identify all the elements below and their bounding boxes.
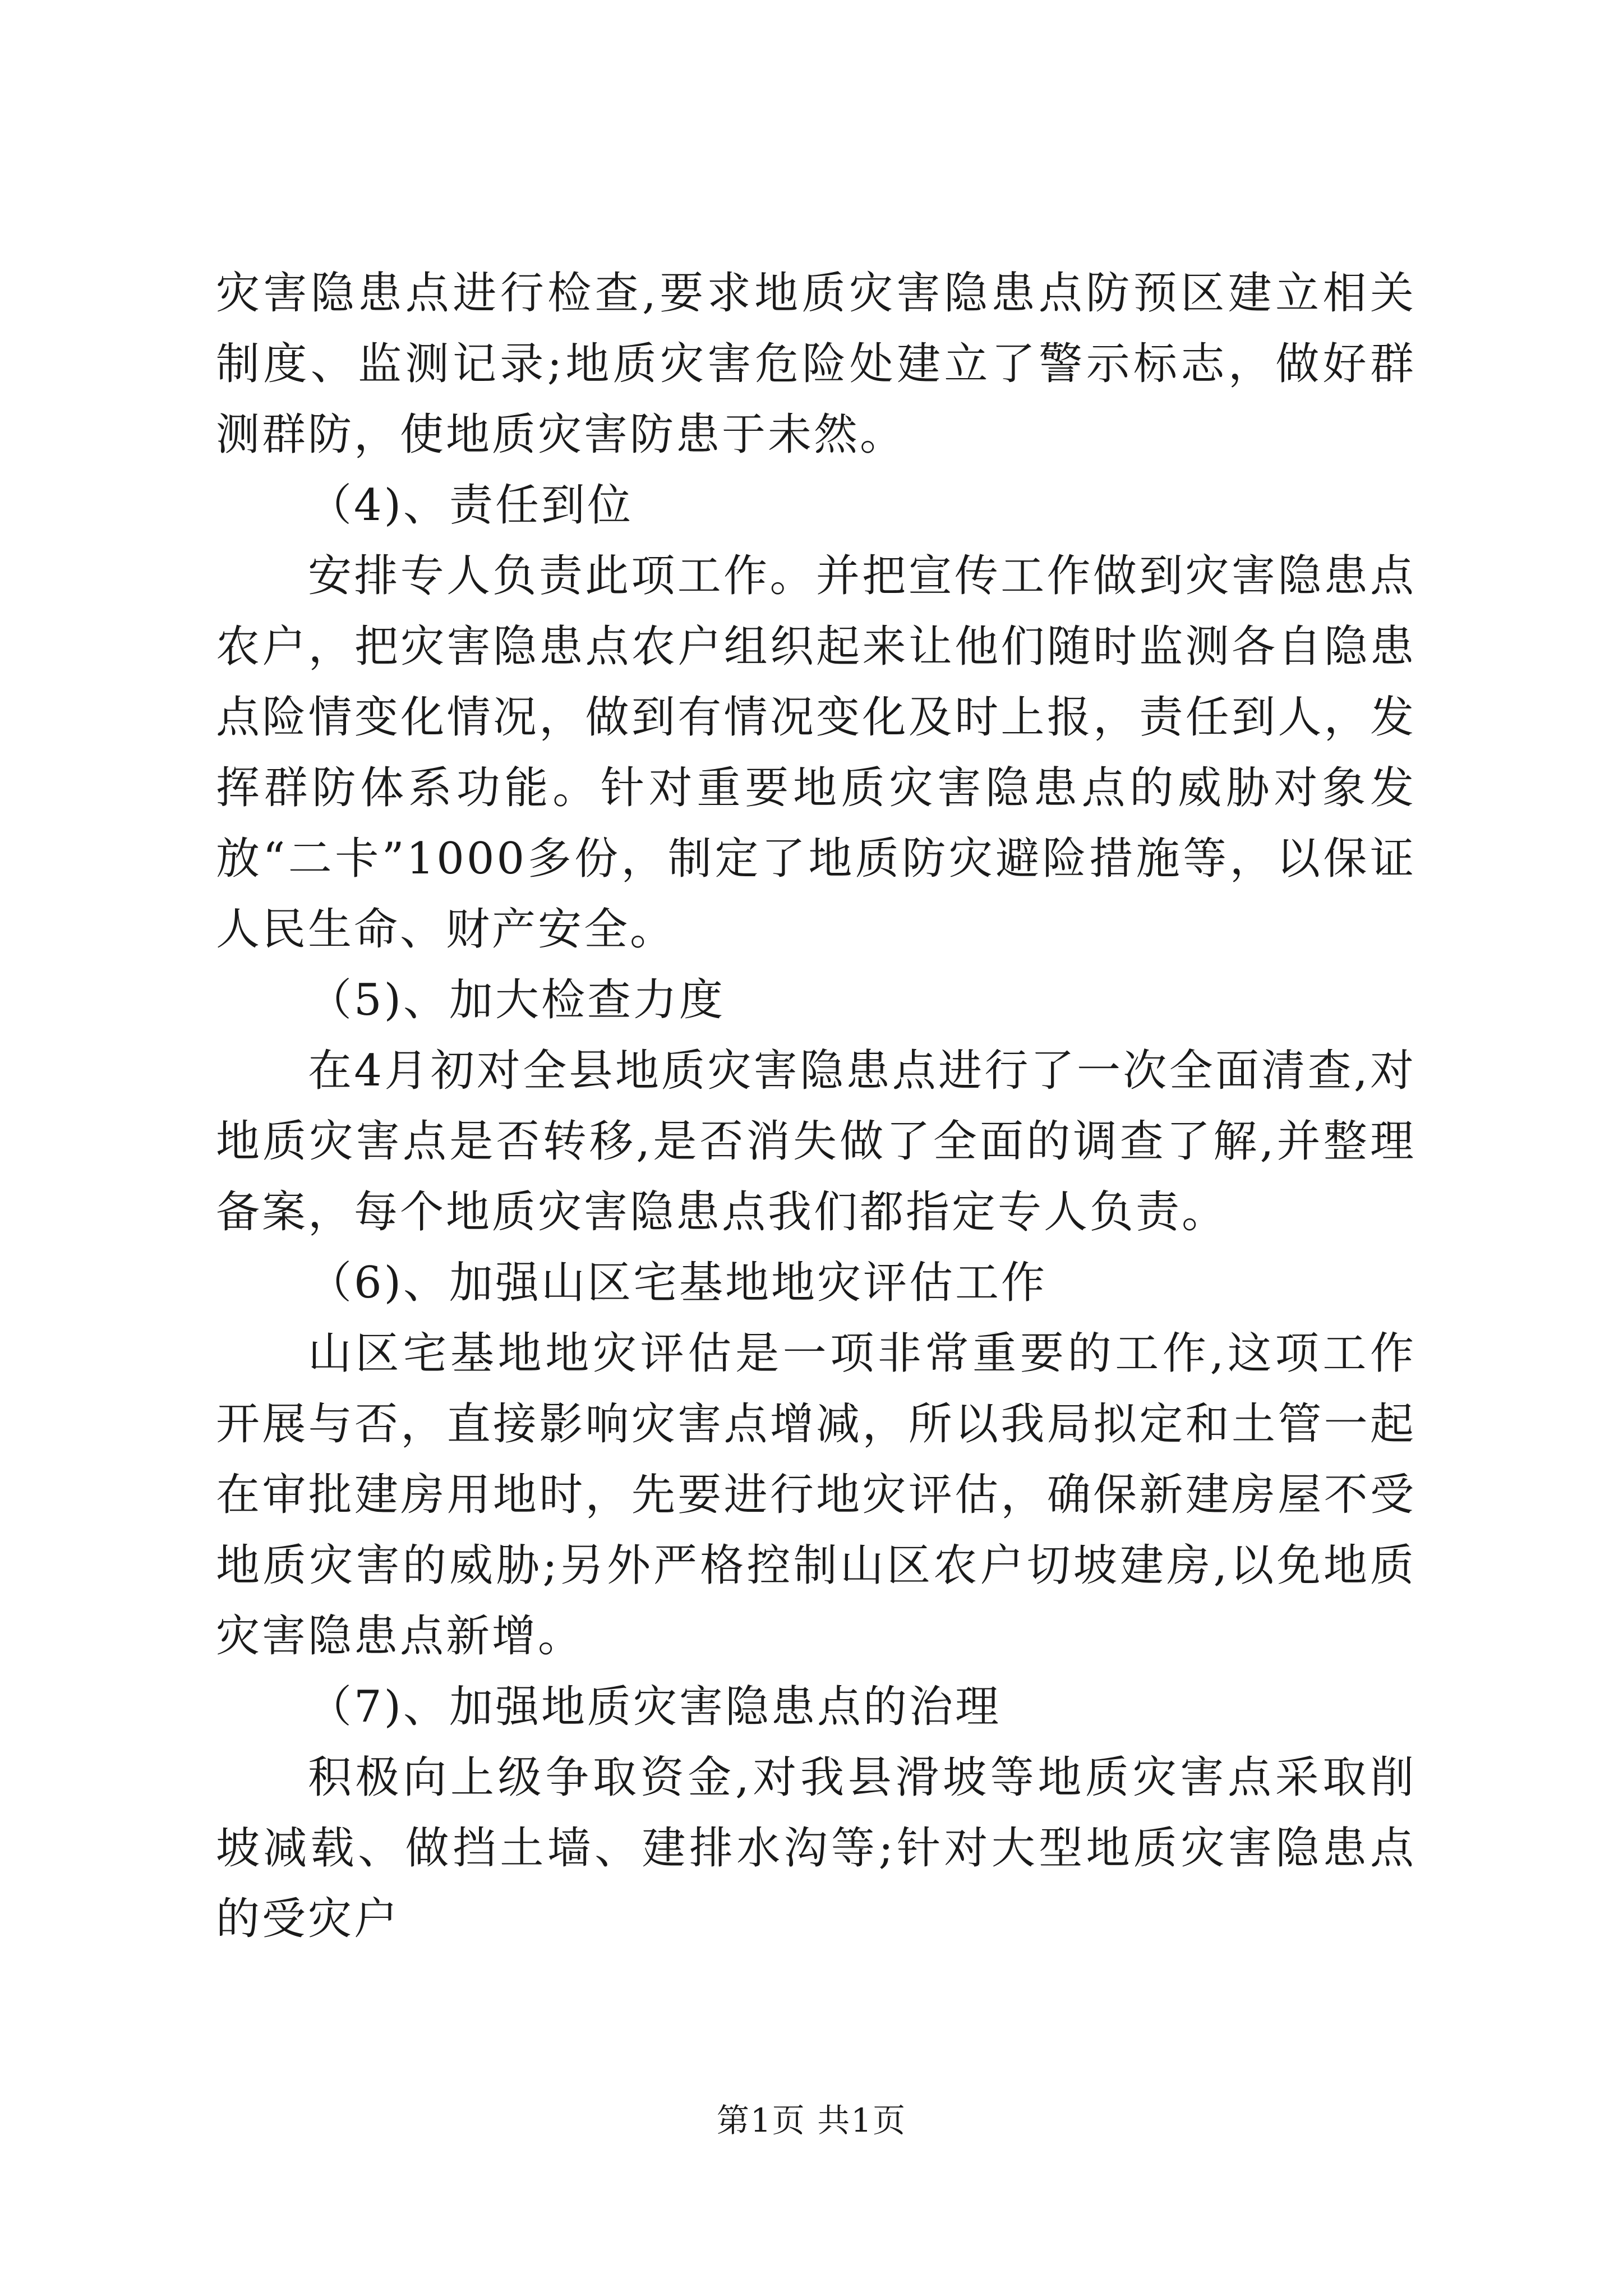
paragraph-inspection: 在4月初对全县地质灾害隐患点进行了一次全面清查,对地质灾害点是否转移,是否消失做了全面的调查了解,并整理备案，每个地质灾害隐患点我们都指定专人负责。 — [216, 1046, 1416, 1237]
paragraph-assessment: 山区宅基地地灾评估是一项非常重要的工作,这项工作开展与否，直接影响灾害点增减，所以我局拟定和土管一起在审批建房用地时，先要进行地灾评估，确保新建房屋不受地质灾害的威胁;另外严格控制山区农户切坡建房,以免地质灾害隐患点新增。 — [216, 1328, 1416, 1662]
paragraph-responsibility: 安排专人负责此项工作。并把宣传工作做到灾害隐患点农户，把灾害隐患点农户组织起来让他们随时监测各自隐患点险情变化情况，做到有情况变化及时上报，责任到人，发挥群防体系功能。针对重要地质灾害隐患点的威胁对象发放“二卡”1000多份，制定了地质防灾避险措施等，以保证人民生命、财产安全。 — [216, 551, 1416, 955]
paragraph-continued: 灾害隐患点进行检查,要求地质灾害隐患点防预区建立相关制度、监测记录;地质灾害危险处建立了警示标志，做好群测群防，使地质灾害防患于未然。 — [216, 268, 1416, 460]
section-heading-7: （7)、加强地质灾害隐患点的治理 — [308, 1682, 1002, 1732]
page-footer — [0, 2098, 1623, 2143]
section-heading-4: （4)、责任到位 — [308, 480, 634, 531]
page-number-label: 第1页 共1页 — [716, 2101, 907, 2139]
section-heading-5: （5)、加大检查力度 — [308, 975, 726, 1025]
paragraph-treatment: 积极向上级争取资金,对我县滑坡等地质灾害点采取削坡减载、做挡土墙、建排水沟等;针对大型地质灾害隐患点的受灾户 — [216, 1752, 1416, 1944]
document-body — [216, 258, 1416, 1954]
section-heading-6: （6)、加强山区宅基地地灾评估工作 — [308, 1258, 1048, 1308]
